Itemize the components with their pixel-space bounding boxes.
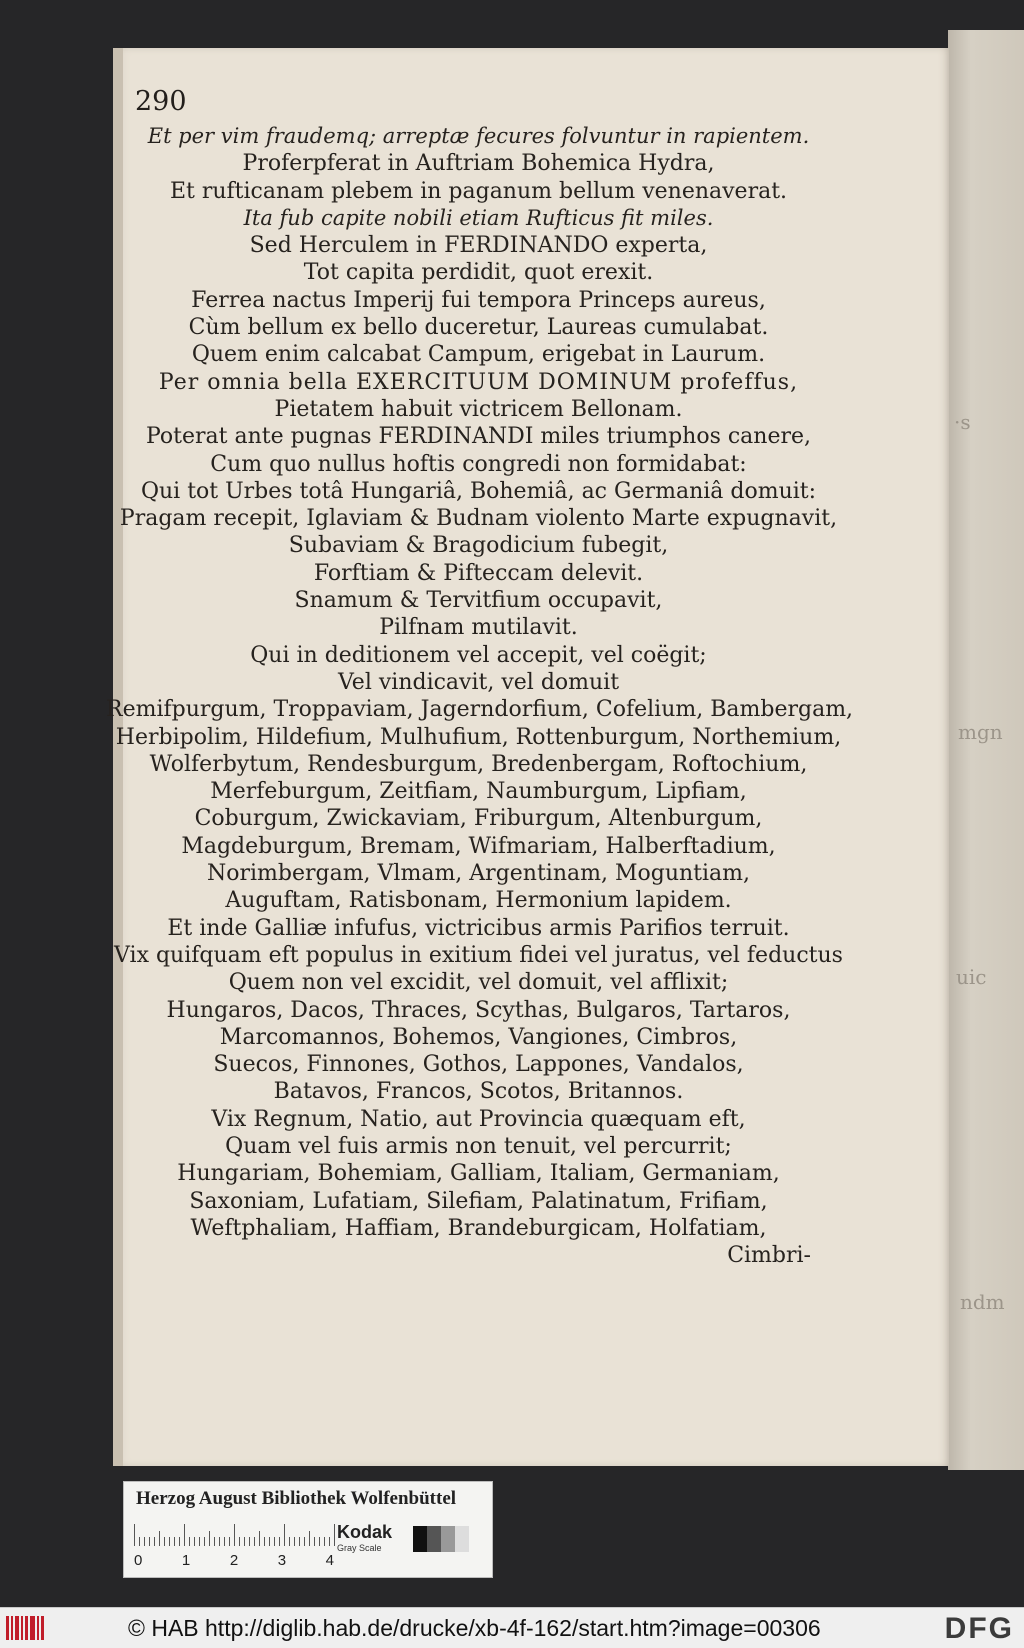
ruler-tick: [199, 1537, 200, 1546]
text-line: Cùm bellum ex bello duceretur, Laureas cumulabat.: [188, 315, 769, 341]
ruler-tick: [289, 1537, 290, 1546]
text-line: Sed Herculem in FERDINANDO experta,: [249, 233, 708, 259]
ruler-tick: [329, 1537, 330, 1546]
text-line: Coburgum, Zwickaviam, Friburgum, Altenburgum,: [194, 806, 763, 832]
ruler-number: 0: [134, 1552, 143, 1569]
text-line: Weftphaliam, Haffiam, Brandeburgicam, Holfatiam,: [190, 1215, 767, 1241]
text-line: Vel vindicavit, vel domuit: [337, 669, 620, 695]
ruler-tick: [154, 1537, 155, 1546]
library-name: Herzog August Bibliothek Wolfenbüttel: [136, 1488, 457, 1509]
text-line: Snamum & Tervitfium occupavit,: [294, 588, 663, 614]
text-line: Norimbergam, Vlmam, Argentinam, Moguntiam,: [206, 861, 751, 887]
text-line: Suecos, Finnones, Gothos, Lappones, Vandalos,: [213, 1052, 744, 1078]
text-line: Hungaros, Dacos, Thraces, Scythas, Bulgaros, Tartaros,: [166, 997, 791, 1023]
text-line: Wolferbytum, Rendesburgum, Bredenbergam, Roftochium,: [149, 751, 808, 777]
text-line: Tot capita perdidit, quot erexit.: [303, 260, 654, 286]
ruler-tick: [209, 1531, 210, 1546]
ruler-tick: [264, 1537, 265, 1546]
ruler-tick: [204, 1537, 205, 1546]
gray-scale-swatches: [413, 1526, 469, 1552]
scale-ruler: [134, 1522, 339, 1546]
ruler-number: 2: [229, 1552, 239, 1569]
ruler-tick: [139, 1537, 140, 1546]
text-line: Batavos, Francos, Scotos, Britannos.: [273, 1079, 684, 1105]
ruler-tick: [219, 1537, 220, 1546]
text-line: Et inde Galliæ infufus, victricibus armis Parifios terruit.: [167, 915, 790, 941]
text-line: Quem enim calcabat Campum, erigebat in Laurum.: [191, 342, 766, 368]
text-line: Merfeburgum, Zeitfiam, Naumburgum, Lipfiam,: [210, 779, 747, 805]
ruler-tick: [214, 1537, 215, 1546]
ruler-numbers: [134, 1552, 334, 1569]
ruler-tick: [314, 1537, 315, 1546]
ruler-tick: [229, 1537, 230, 1546]
gray-swatch: [413, 1526, 427, 1552]
ruler-number: 3: [277, 1552, 287, 1569]
kodak-subtitle: Gray Scale: [337, 1543, 382, 1553]
dfg-logo: DFG: [944, 1612, 1014, 1645]
text-line: Auguftam, Ratisbonam, Hermonium lapidem.: [225, 888, 732, 914]
ruler-tick: [164, 1537, 165, 1546]
text-line: Et rufticanam plebem in paganum bellum venenaverat.: [169, 178, 788, 204]
text-line: Proferpferat in Auftriam Bohemica Hydra,: [242, 151, 715, 177]
ruler-tick: [334, 1524, 335, 1546]
text-line: Cum quo nullus hoftis congredi non formidabat:: [210, 451, 747, 477]
page-number: 290: [135, 86, 187, 117]
ruler-tick: [224, 1537, 225, 1546]
text-line: Quem non vel excidit, vel domuit, vel afflixit;: [228, 970, 729, 996]
text-line: Poterat ante pugnas FERDINANDI miles triumphos canere,: [145, 424, 812, 450]
ruler-tick: [299, 1537, 300, 1546]
ruler-tick: [144, 1537, 145, 1546]
text-line: Subaviam & Bragodicium fubegit,: [288, 533, 669, 559]
gray-swatch: [455, 1526, 469, 1552]
ruler-tick: [194, 1537, 195, 1546]
ruler-tick: [309, 1531, 310, 1546]
text-line: Ita fub capite nobili etiam Rufticus fit miles.: [243, 205, 714, 230]
text-line: Et per vim fraudemq; arreptæ fecures folvuntur in rapientem.: [147, 124, 810, 148]
text-line: Per omnia bella EXERCITUUM DOMINUM profeffus,: [158, 369, 799, 395]
text-line: Pilfnam mutilavit.: [379, 615, 578, 641]
ruler-tick: [279, 1537, 280, 1546]
text-line: Cimbri-: [727, 1243, 811, 1269]
text-line: Remifpurgum, Troppaviam, Jagerndorfium, Cofelium, Bambergam,: [106, 697, 854, 723]
text-line: Magdeburgum, Bremam, Wifmariam, Halberftadium,: [181, 833, 776, 859]
text-line: Quam vel fuis armis non tenuit, vel percurrit;: [225, 1133, 732, 1159]
footer-bar: [0, 1607, 1024, 1648]
ruler-tick: [244, 1537, 245, 1546]
source-link[interactable]: © HAB http://diglib.hab.de/drucke/xb-4f-162/start.htm?image=00306: [128, 1615, 821, 1641]
facing-page-edge: ·s mgn uic ndm: [948, 30, 1024, 1470]
kodak-brand: Kodak: [337, 1522, 393, 1542]
text-line: Saxoniam, Lufatiam, Silefiam, Palatinatum, Frifiam,: [189, 1188, 768, 1214]
ruler-tick: [304, 1537, 305, 1546]
ruler-tick: [274, 1537, 275, 1546]
ruler-tick: [284, 1524, 285, 1546]
text-line: Vix quifquam eft populus in exitium fidei vel juratus, vel feductus: [114, 942, 843, 968]
ruler-tick: [294, 1537, 295, 1546]
ruler-tick: [324, 1537, 325, 1546]
text-line: Marcomannos, Bohemos, Vangiones, Cimbros,: [219, 1024, 738, 1050]
ruler-tick: [269, 1537, 270, 1546]
ruler-tick: [174, 1537, 175, 1546]
ruler-number: 4: [325, 1552, 334, 1569]
text-line: Pietatem habuit victricem Bellonam.: [274, 396, 683, 422]
ruler-tick: [249, 1537, 250, 1546]
text-line: Pragam recepit, Iglaviam & Budnam violento Marte expugnavit,: [119, 506, 838, 532]
ruler-number: 1: [181, 1552, 191, 1569]
text-line: Ferrea nactus Imperij fui tempora Princeps aureus,: [191, 287, 766, 313]
ruler-tick: [189, 1537, 190, 1546]
barcode-icon: [6, 1616, 48, 1640]
kodak-label: [337, 1522, 392, 1553]
ruler-tick: [179, 1537, 180, 1546]
ruler-tick: [234, 1524, 235, 1546]
ruler-tick: [319, 1537, 320, 1546]
ruler-tick: [239, 1537, 240, 1546]
gray-swatch: [427, 1526, 441, 1552]
ruler-tick: [134, 1524, 135, 1546]
ruler-tick: [169, 1537, 170, 1546]
text-line: Qui in deditionem vel accepit, vel coëgit;: [250, 642, 707, 668]
color-calibration-card: [123, 1481, 493, 1578]
ruler-tick: [259, 1531, 260, 1546]
text-line: Qui tot Urbes totâ Hungariâ, Bohemiâ, ac Germaniâ domuit:: [140, 478, 817, 504]
text-line: Forftiam & Pifteccam delevit.: [313, 560, 644, 586]
ruler-tick: [184, 1524, 185, 1546]
ruler-tick: [159, 1531, 160, 1546]
text-line: Hungariam, Bohemiam, Galliam, Italiam, Germaniam,: [177, 1161, 780, 1187]
gray-swatch: [441, 1526, 455, 1552]
text-line: Herbipolim, Hildefium, Mulhufium, Rottenburgum, Northemium,: [115, 724, 842, 750]
page-text: [106, 123, 854, 1269]
text-line: Vix Regnum, Natio, aut Provincia quæquam eft,: [211, 1106, 746, 1132]
ruler-tick: [149, 1537, 150, 1546]
ruler-tick: [254, 1537, 255, 1546]
